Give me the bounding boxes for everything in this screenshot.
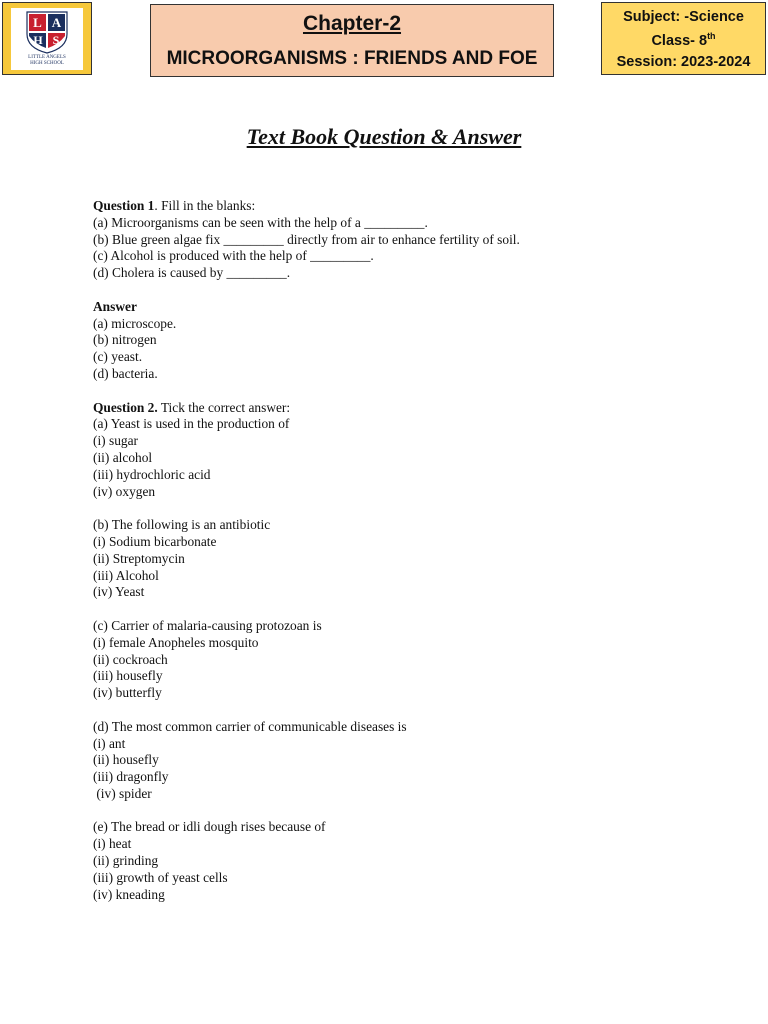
class-label: [602, 31, 765, 49]
school-crest-icon: [23, 10, 71, 54]
school-logo: [11, 8, 83, 70]
logo-name-line2: HIGH SCHOOL: [30, 61, 64, 66]
school-logo-box: [2, 2, 92, 75]
question-1-heading: [93, 198, 733, 215]
answer-1-heading: [93, 299, 733, 316]
class-suffix: th: [707, 31, 716, 41]
option-item: (iv) spider: [93, 785, 152, 801]
option-item: (iv) butterfly: [93, 685, 162, 701]
logo-letter-a: A: [51, 15, 62, 30]
question-answer-content: [93, 198, 733, 903]
logo-school-name: [11, 55, 83, 67]
logo-letter-s: S: [52, 33, 60, 47]
question-2d-text: (d) The most common carrier of communicable diseases is: [93, 718, 407, 734]
question-2-heading: [93, 400, 733, 417]
logo-name-line1: LITTLE ANGELS: [28, 55, 66, 60]
option-item: (i) ant: [93, 735, 126, 751]
page-heading: Text Book Question & Answer: [246, 124, 522, 149]
class-value: Class- 8: [651, 32, 708, 49]
session-label: Session: 2023-2024: [616, 54, 751, 70]
chapter-header-box: [150, 4, 554, 77]
chapter-number: Chapter-2: [302, 12, 402, 35]
question-1-item: (c) Alcohol is produced with the help of _________.: [93, 248, 374, 264]
question-2a-text: (a) Yeast is used in the production of: [93, 416, 290, 432]
option-item: (iii) growth of yeast cells: [93, 869, 228, 885]
question-2e-text: (e) The bread or idli dough rises because of: [93, 819, 326, 835]
question-1-item: (a) Microorganisms can be seen with the help of a _________.: [93, 214, 428, 230]
option-item: (i) Sodium bicarbonate: [93, 533, 217, 549]
option-item: (ii) Streptomycin: [93, 550, 185, 566]
subject-info-box: [601, 2, 766, 75]
question-1-item: (d) Cholera is caused by _________.: [93, 265, 291, 281]
option-item: (ii) alcohol: [93, 449, 153, 465]
option-item: (iii) Alcohol: [93, 567, 159, 583]
logo-letter-h: H: [33, 33, 43, 47]
question-1-item: (b) Blue green algae fix _________ directly from air to enhance fertility of soil.: [93, 231, 520, 247]
logo-letter-l: L: [33, 15, 42, 30]
subject-label: Subject: -Science: [623, 9, 744, 25]
question-2c-text: (c) Carrier of malaria-causing protozoan is: [93, 617, 322, 633]
answer-1-item: (d) bacteria.: [93, 365, 158, 381]
question-2-label: Question 2.: [93, 399, 158, 415]
option-item: (iv) Yeast: [93, 584, 145, 600]
question-1-prompt: . Fill in the blanks:: [154, 198, 256, 213]
answer-1-label: Answer: [93, 298, 137, 314]
option-item: (iv) kneading: [93, 886, 165, 902]
option-item: (ii) cockroach: [93, 651, 168, 667]
option-item: (iii) dragonfly: [93, 769, 169, 785]
option-item: (iv) oxygen: [93, 483, 156, 499]
answer-1-item: (b) nitrogen: [93, 332, 157, 348]
answer-1-item: (c) yeast.: [93, 349, 143, 365]
option-item: (ii) grinding: [93, 853, 159, 869]
question-1-label: Question 1: [93, 198, 155, 213]
question-2b-text: (b) The following is an antibiotic: [93, 517, 271, 533]
chapter-title: MICROORGANISMS : FRIENDS AND FOE: [166, 48, 538, 69]
option-item: (i) heat: [93, 836, 132, 852]
answer-1-item: (a) microscope.: [93, 315, 177, 331]
question-2-prompt: Tick the correct answer:: [157, 399, 291, 415]
option-item: (iii) housefly: [93, 668, 163, 684]
option-item: (ii) housefly: [93, 752, 159, 768]
option-item: (i) sugar: [93, 433, 138, 449]
option-item: (i) female Anopheles mosquito: [93, 634, 259, 650]
option-item: (iii) hydrochloric acid: [93, 466, 211, 482]
